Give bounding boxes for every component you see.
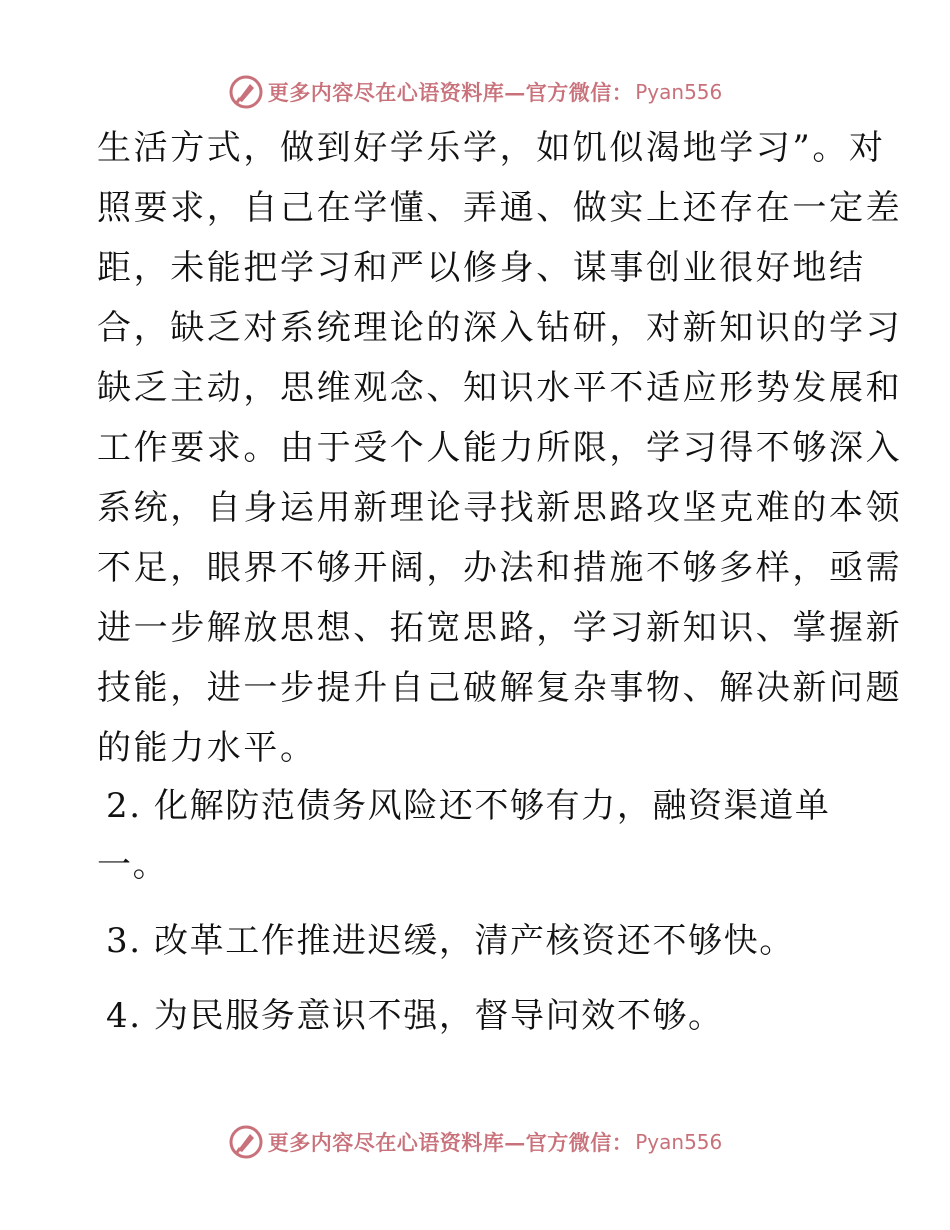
paragraph-line: 的能力水平。: [97, 728, 317, 768]
footer-watermark: [0, 1122, 950, 1162]
paragraph-line: 距，未能把学习和严以修身、谋事创业很好地结: [97, 248, 866, 288]
paragraph-line: 进一步解放思想、拓宽思路，学习新知识、掌握新: [97, 608, 903, 648]
paragraph-line: 缺乏主动，思维观念、知识水平不适应形势发展和: [97, 368, 903, 408]
list-item-4: 4. 为民服务意识不强，督导问效不够。: [106, 996, 724, 1036]
list-item-2-continuation: 一。: [97, 845, 169, 885]
list-item-3: 3. 改革工作推进迟缓，清产核资还不够快。: [106, 921, 795, 961]
header-watermark: [0, 72, 950, 112]
paragraph: [97, 118, 903, 778]
paragraph-line: 照要求，自己在学懂、弄通、做实上还存在一定差: [97, 188, 903, 228]
watermark-wechat-id: Pyan556: [635, 1130, 723, 1154]
list-item-2: 2. 化解防范债务风险还不够有力，融资渠道单: [106, 786, 831, 826]
paragraph-line: 系统，自身运用新理论寻找新思路攻坚克难的本领: [97, 488, 903, 528]
watermark-text: 更多内容尽在心语资料库—官方微信：: [267, 80, 634, 105]
paragraph-line: 生活方式，做到好学乐学，如饥似渴地学习”。对: [97, 128, 886, 168]
paragraph-line: 不足，眼界不够开阔，办法和措施不够多样，亟需: [97, 548, 903, 588]
pen-nib-seal-icon: [228, 1124, 264, 1160]
watermark-text: 更多内容尽在心语资料库—官方微信：: [267, 1130, 634, 1155]
paragraph-line: 工作要求。由于受个人能力所限，学习得不够深入: [97, 428, 903, 468]
pen-nib-seal-icon: [228, 74, 264, 110]
watermark-wechat-id: Pyan556: [635, 80, 723, 104]
paragraph-line: 合，缺乏对系统理论的深入钻研，对新知识的学习: [97, 308, 903, 348]
paragraph-line: 技能，进一步提升自己破解复杂事物、解决新问题: [97, 668, 903, 708]
